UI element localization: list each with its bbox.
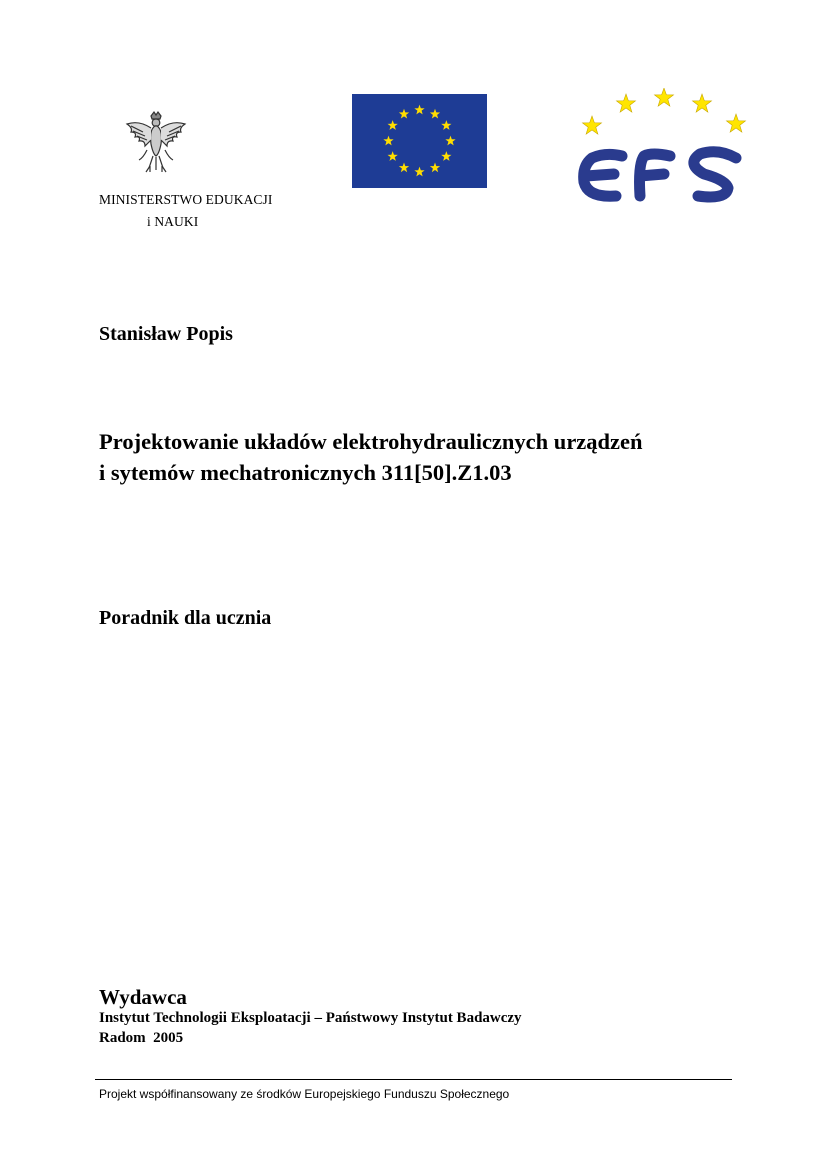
document-title — [99, 426, 643, 488]
ministry-name — [99, 189, 272, 233]
efs-star-icon — [692, 94, 711, 112]
polish-eagle-emblem — [123, 110, 189, 174]
ministry-line-1: MINISTERSTWO EDUKACJI — [99, 192, 273, 207]
publisher-name: Instytut Technologii Eksploatacji – Państwowy Instytut Badawczy — [99, 1010, 522, 1026]
title-line-1: Projektowanie układów elektrohydraulicznych urządzeń — [99, 429, 643, 454]
efs-star-icon — [616, 94, 635, 112]
efs-logo — [578, 88, 748, 206]
footer-note: Projekt współfinansowany ze środków Europejskiego Funduszu Społecznego — [99, 1087, 510, 1101]
author-name: Stanisław Popis — [99, 323, 233, 345]
eu-flag-icon — [352, 94, 487, 188]
ministry-line-2: i NAUKI — [147, 214, 199, 229]
publisher-place-year: Radom 2005 — [99, 1030, 184, 1046]
document-subtitle: Poradnik dla ucznia — [99, 607, 272, 629]
publisher-heading: Wydawca — [99, 985, 187, 1009]
efs-star-icon — [654, 88, 673, 106]
title-line-2: i sytemów mechatronicznych 311[50].Z1.03 — [99, 460, 512, 485]
efs-star-icon — [582, 116, 601, 134]
efs-star-icon — [726, 114, 745, 132]
footer-divider — [95, 1079, 732, 1080]
